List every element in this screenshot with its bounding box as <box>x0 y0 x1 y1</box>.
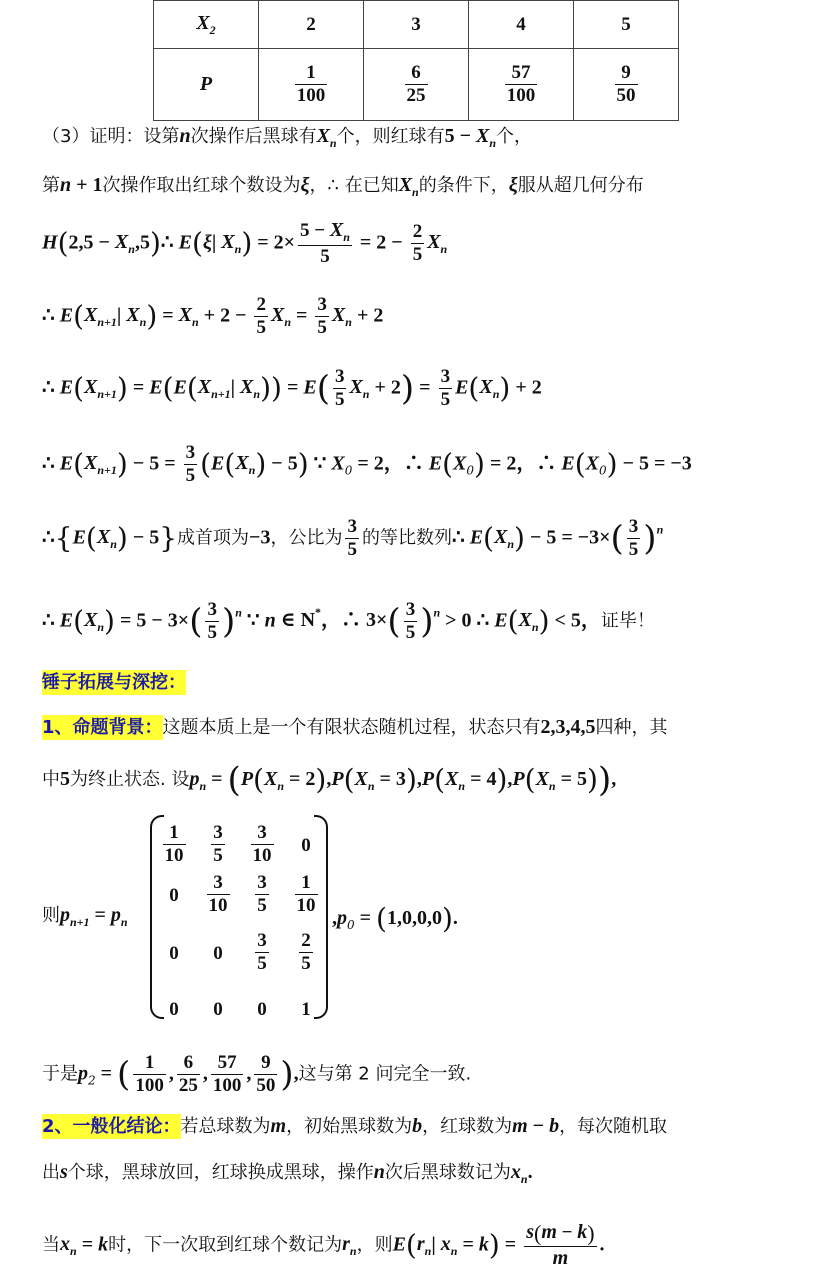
table-header-cell: 2 <box>259 1 364 49</box>
transition-matrix <box>150 815 328 1020</box>
table-header-cell: 3 <box>364 1 469 49</box>
item-2-line-2: 出s个球，黑球放回，红球换成黑球，操作n次后黑球数记为$x_n$. <box>42 1161 533 1186</box>
table-header-cell: 5 <box>574 1 679 49</box>
then-line: 于是$p_2$ = ( $\frac{1}{100}$ , $\frac{6}{25}$ , $\frac{57}{100}$ , $\frac{9}{50}$ ),这与第 2 问完全一致. <box>42 1052 472 1096</box>
table-row <box>154 49 679 121</box>
matrix-cell: $\frac{1}{10}$ <box>296 872 316 916</box>
item-1-line-1: 1、命题背景：这题本质上是一个有限状态随机过程，状态只有2,3,4,5四种，其 <box>42 716 668 738</box>
item-2-line-3: 当$x_n = k$时，下一次取到红球个数记为$r_n$，则$E(r_n|$ $x_n = k$) = $\frac{s(m - k)}{m}$ . <box>42 1220 605 1269</box>
table-cell: $\frac{9}{50}$ <box>574 49 679 121</box>
matrix-cell: 1 <box>301 999 311 1020</box>
table-cell: $\frac{1}{100}$ <box>259 49 364 121</box>
table-row-label: P <box>154 49 259 121</box>
matrix-cell: $\frac{3}{5}$ <box>257 872 267 916</box>
matrix-cell: $\frac{1}{10}$ <box>164 822 184 866</box>
matrix-cell: $\frac{3}{5}$ <box>257 930 267 974</box>
item-2-label: 2、一般化结论： <box>42 1116 181 1137</box>
matrix-cell: 0 <box>301 835 311 856</box>
matrix-cell: 0 <box>169 999 179 1020</box>
matrix-cell: 0 <box>169 943 179 964</box>
distribution-table <box>153 0 679 121</box>
initial-vector: $,p_0 = (1,0,0,0)$. <box>332 902 458 935</box>
item-1-label: 1、命题背景： <box>42 717 163 738</box>
matrix-line: 则$p_{n+1} = p_n$ <box>42 904 128 929</box>
matrix-cell: 0 <box>257 999 267 1020</box>
proof-line-5: ∴ $E(X_{n+1}) = E(E(X_{n+1}|$ $X_n)) = E$( $\frac{3}{5}$ $X_n + 2$) = $\frac{3}{5}$ $E(X_n) + 2$ <box>42 366 542 410</box>
proof-line-3: $H(2,5 - X_n,5)\therefore$ E(ξ| $X_n) = 2\times$ $\frac{5 - X_n}{5}$ = 2 − $\frac{2}{5}$ $X_n$ <box>42 219 448 267</box>
matrix-cell: $\frac{3}{10}$ <box>252 822 272 866</box>
table-cell: $\frac{57}{100}$ <box>469 49 574 121</box>
matrix-cell: $\frac{3}{10}$ <box>208 872 228 916</box>
section-heading: 锤子拓展与深挖： <box>42 672 186 693</box>
table-row-label: $X_2$ <box>154 1 259 49</box>
table-cell: $\frac{6}{25}$ <box>364 49 469 121</box>
proof-line-8: ∴ $E(X_n) = 5 - 3\times$( $\frac{3}{5}$ )$^n$ ∵ n ∈ N*，∴ 3×( $\frac{3}{5}$ )$^n$ > 0 ∴ $E(X_n) < 5$，证毕！ <box>42 599 655 643</box>
table-row <box>154 1 679 49</box>
proof-line-6: ∴ $E(X_{n+1}) - 5$ = $\frac{3}{5}$ $(E(X_n) - 5)$ ∵ $X_0 = 2$，∴ $E(X_0) = 2$，∴ $E(X_0) - 5 = -3$ <box>42 442 692 486</box>
matrix-cell: 0 <box>213 943 223 964</box>
matrix-cell: $\frac{2}{5}$ <box>301 930 311 974</box>
proof-line-4: ∴ $E(X_{n+1}|$ $X_n) = X_n + 2$ − $\frac{2}{5}$ $X_n$ = $\frac{3}{5}$ $X_n + 2$ <box>42 294 384 338</box>
matrix-cell: 0 <box>213 999 223 1020</box>
item-1-line-2: 中5为终止状态. 设$p_n = (P(X_n = 2),P(X_n = 3),P(X_n = 4),P(X_n = 5))$, <box>42 760 617 800</box>
matrix-cell: 0 <box>169 885 179 906</box>
table-header-cell: 4 <box>469 1 574 49</box>
proof-line-1: （3）证明：设第n次操作后黑球有$X_n$个，则红球有$5 - X_n$个， <box>42 125 533 150</box>
matrix-cell: $\frac{3}{5}$ <box>213 822 223 866</box>
item-2-line-1: 2、一般化结论：若总球数为m，初始黑球数为b，红球数为m − b，每次随机取 <box>42 1115 668 1137</box>
proof-line-7: $\therefore\{E(X_n) - 5\}$成首项为−3，公比为 $\frac{3}{5}$ 的等比数列∴ $E(X_n) - 5 = -3\times$( $\frac{3}{5}$ )$^n$ <box>42 516 664 560</box>
proof-line-2: 第n + 1次操作取出红球个数设为ξ，∴ 在已知$X_n$的条件下，ξ服从超几何分布 <box>42 174 644 199</box>
